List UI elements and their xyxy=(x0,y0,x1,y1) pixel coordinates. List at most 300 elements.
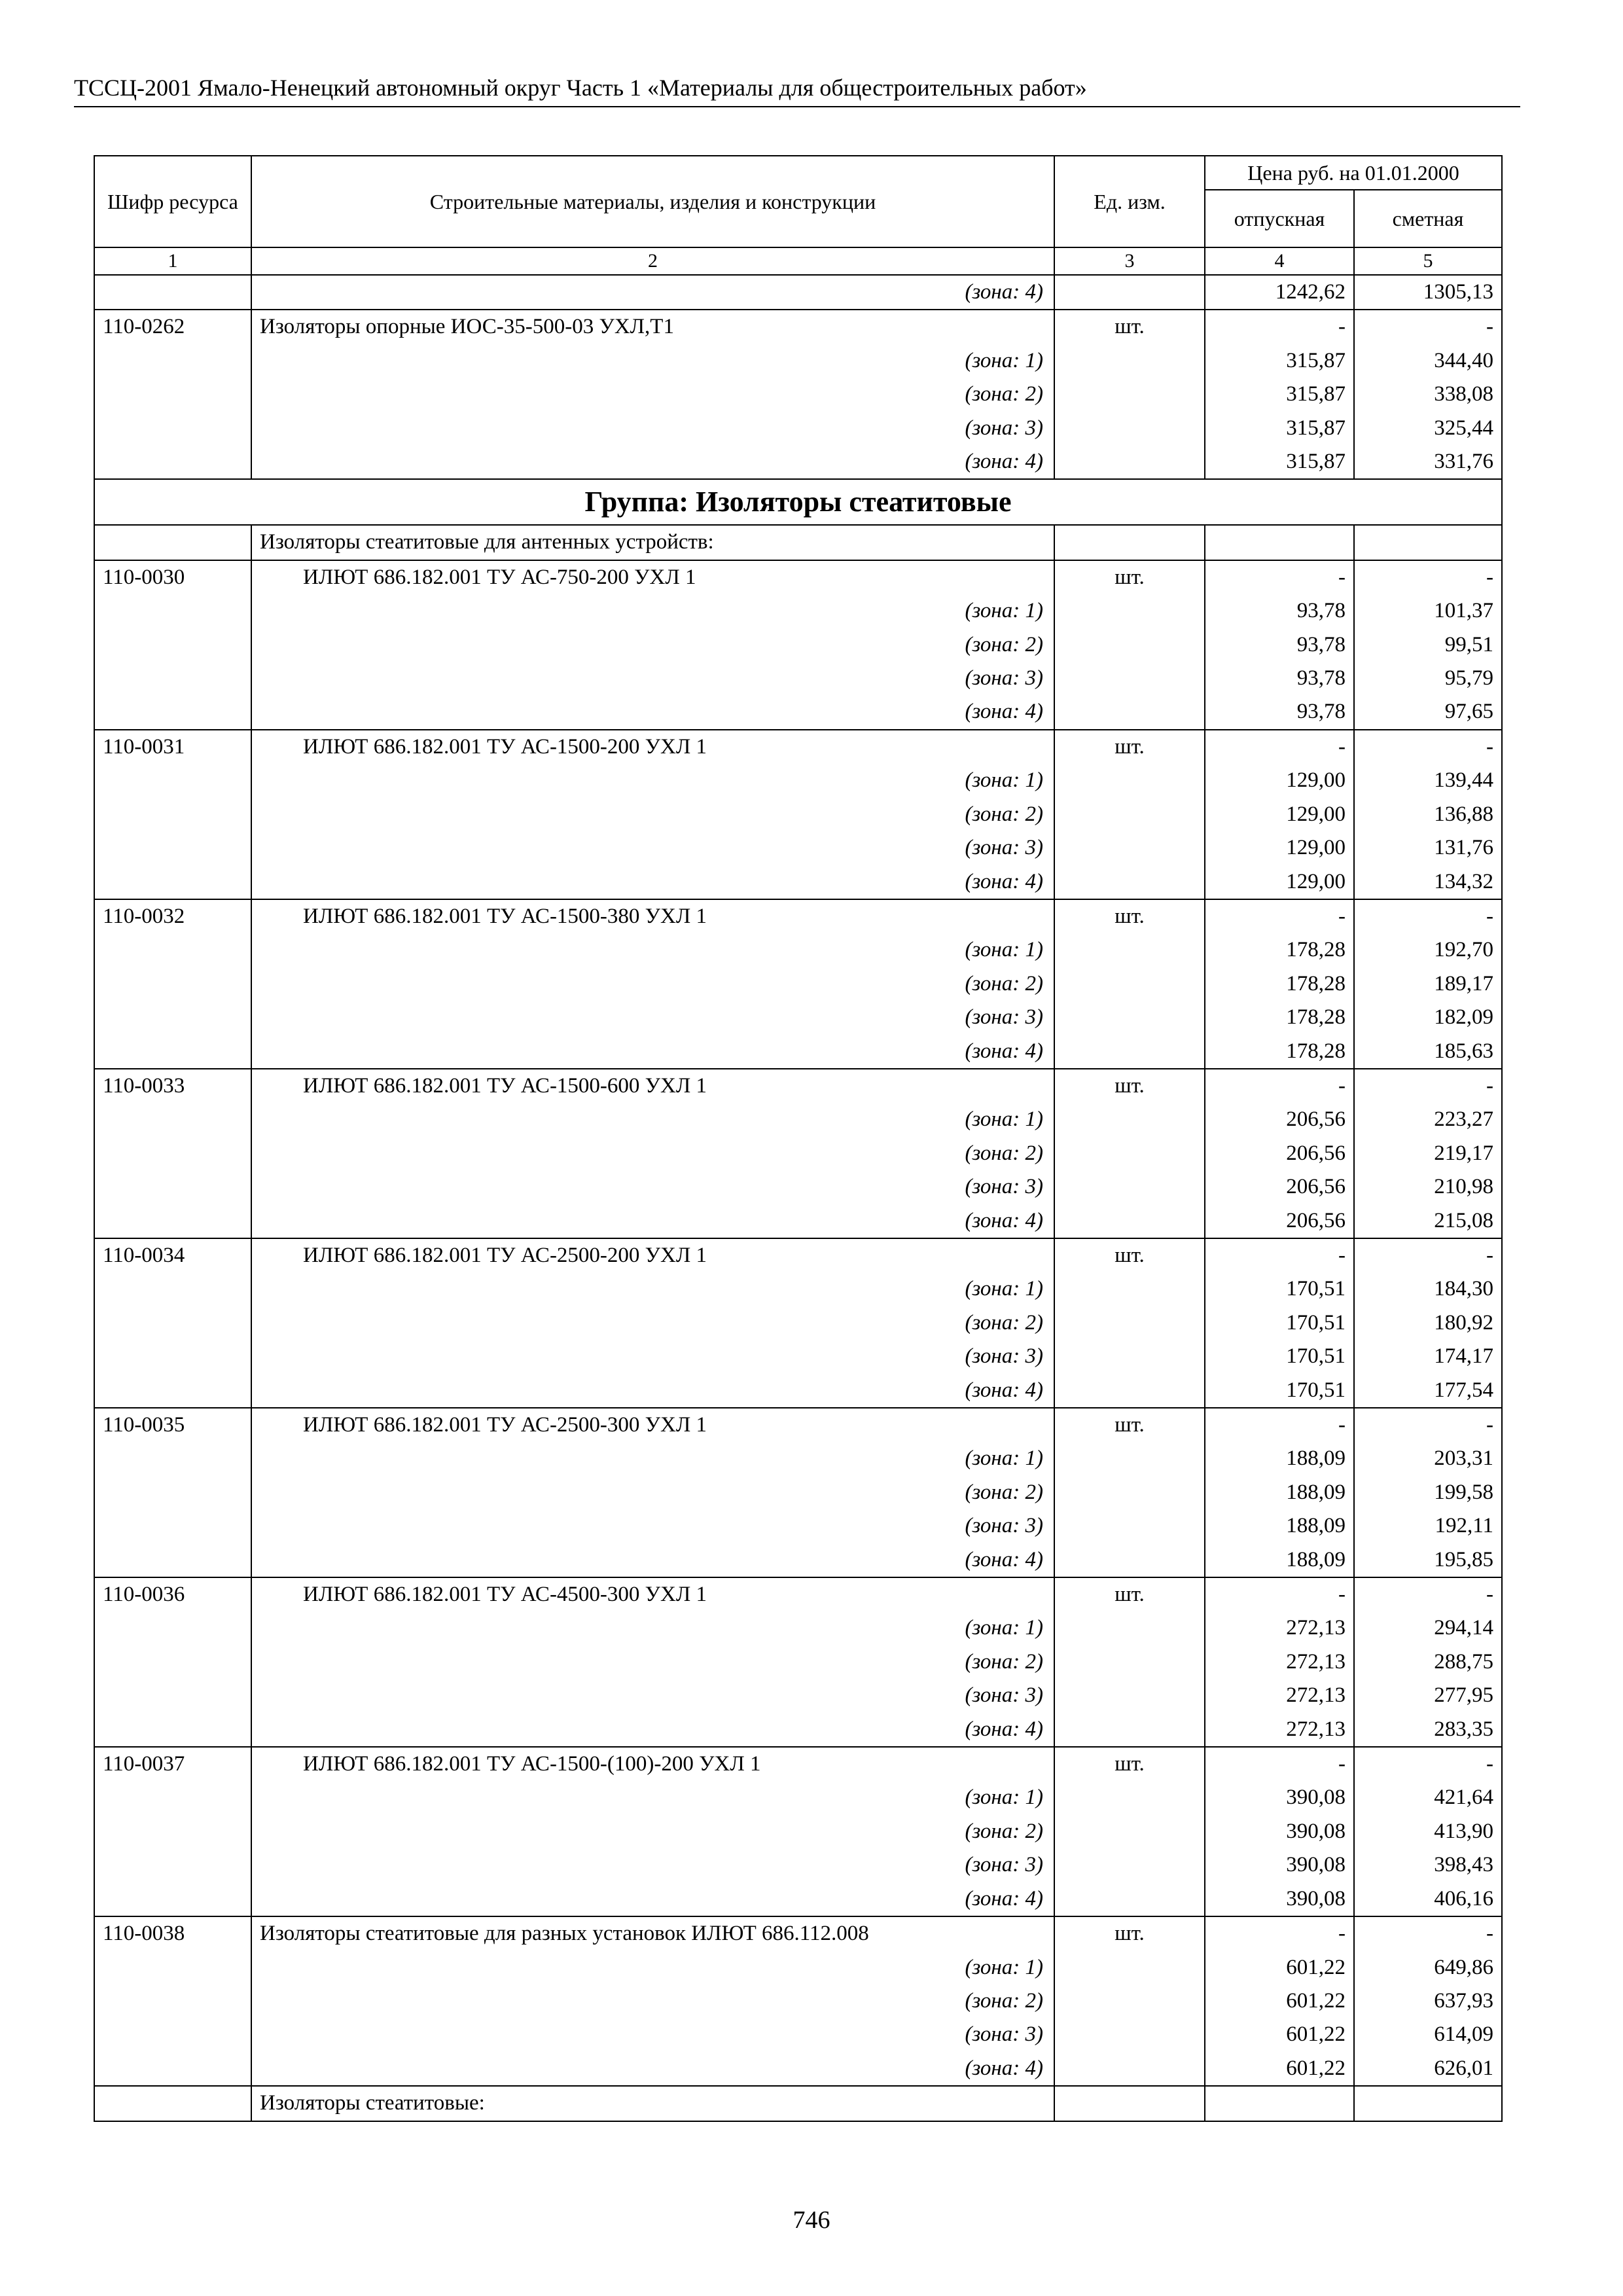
code-cell xyxy=(94,1306,251,1340)
estimate-price-cell: 101,37 xyxy=(1354,594,1502,628)
item-row xyxy=(94,1747,1502,1781)
estimate-price-cell: 203,31 xyxy=(1354,1442,1502,1475)
estimate-price-cell: 184,30 xyxy=(1354,1272,1502,1306)
estimate-price-cell: 421,64 xyxy=(1354,1781,1502,1814)
estimate-price-cell: 398,43 xyxy=(1354,1848,1502,1882)
estimate-price-cell: 192,70 xyxy=(1354,933,1502,967)
release-price-cell: 390,08 xyxy=(1205,1815,1354,1848)
zone-row xyxy=(94,1306,1502,1340)
zone-row xyxy=(94,1137,1502,1170)
subgroup-row xyxy=(94,525,1502,560)
release-price-cell: - xyxy=(1205,1747,1354,1781)
zone-label: (зона: 1) xyxy=(251,1442,1054,1475)
unit-cell: шт. xyxy=(1054,1916,1205,1950)
code-cell xyxy=(94,1340,251,1373)
estimate-price-cell: 97,65 xyxy=(1354,695,1502,729)
zone-label: (зона: 1) xyxy=(251,933,1054,967)
estimate-price-cell: 283,35 xyxy=(1354,1713,1502,1747)
group-row xyxy=(94,479,1502,525)
col-header-code: Шифр ресурса xyxy=(94,156,251,247)
unit-cell xyxy=(1054,764,1205,797)
zone-row xyxy=(94,628,1502,662)
col-number-2: 2 xyxy=(251,247,1054,275)
zone-row xyxy=(94,1035,1502,1069)
unit-cell xyxy=(1054,1137,1205,1170)
code-cell xyxy=(94,1815,251,1848)
release-price-cell: 315,87 xyxy=(1205,412,1354,445)
zone-row xyxy=(94,1713,1502,1747)
resource-code: 110-0031 xyxy=(94,730,251,764)
release-price-cell: 178,28 xyxy=(1205,1035,1354,1069)
unit-cell: шт. xyxy=(1054,1577,1205,1611)
release-price-cell: - xyxy=(1205,560,1354,594)
code-cell xyxy=(94,412,251,445)
zone-row xyxy=(94,967,1502,1001)
zone-label: (зона: 4) xyxy=(251,1882,1054,1916)
zone-row xyxy=(94,1442,1502,1475)
zone-label: (зона: 1) xyxy=(251,344,1054,378)
release-price-cell: - xyxy=(1205,1408,1354,1442)
code-cell xyxy=(94,445,251,479)
estimate-price-cell: 223,27 xyxy=(1354,1103,1502,1136)
code-cell xyxy=(94,525,251,560)
zone-row xyxy=(94,695,1502,729)
estimate-price-cell: - xyxy=(1354,560,1502,594)
unit-cell xyxy=(1054,865,1205,899)
col-number-5: 5 xyxy=(1354,247,1502,275)
release-price-cell: 170,51 xyxy=(1205,1374,1354,1408)
zone-label: (зона: 3) xyxy=(251,1340,1054,1373)
zone-row xyxy=(94,764,1502,797)
unit-cell xyxy=(1054,1848,1205,1882)
zone-row xyxy=(94,1001,1502,1034)
estimate-price-cell: 637,93 xyxy=(1354,1984,1502,2018)
zone-label: (зона: 3) xyxy=(251,1848,1054,1882)
unit-cell xyxy=(1054,695,1205,729)
unit-cell xyxy=(1054,1645,1205,1679)
code-cell xyxy=(94,1984,251,2018)
code-cell xyxy=(94,1543,251,1577)
item-row xyxy=(94,730,1502,764)
unit-cell xyxy=(1054,1951,1205,1984)
page-number: 746 xyxy=(793,2206,830,2234)
unit-cell xyxy=(1054,1035,1205,1069)
zone-label: (зона: 2) xyxy=(251,967,1054,1001)
estimate-price-cell: 192,11 xyxy=(1354,1509,1502,1543)
release-price-cell: - xyxy=(1205,1069,1354,1103)
zone-label: (зона: 4) xyxy=(251,275,1054,310)
release-price-cell: - xyxy=(1205,1577,1354,1611)
resource-code: 110-0034 xyxy=(94,1238,251,1272)
zone-row xyxy=(94,1374,1502,1408)
release-price-cell: 315,87 xyxy=(1205,378,1354,411)
unit-cell xyxy=(1054,933,1205,967)
zone-row xyxy=(94,2052,1502,2086)
release-price-cell: 188,09 xyxy=(1205,1509,1354,1543)
estimate-price-cell: 99,51 xyxy=(1354,628,1502,662)
release-price-cell: 129,00 xyxy=(1205,831,1354,865)
estimate-price-cell: 331,76 xyxy=(1354,445,1502,479)
code-cell xyxy=(94,1713,251,1747)
code-cell xyxy=(94,798,251,831)
estimate-price-cell: - xyxy=(1354,1916,1502,1950)
resource-code: 110-0262 xyxy=(94,310,251,344)
zone-row xyxy=(94,594,1502,628)
unit-cell xyxy=(1054,831,1205,865)
zone-label: (зона: 4) xyxy=(251,1713,1054,1747)
release-price-cell: 272,13 xyxy=(1205,1645,1354,1679)
code-cell xyxy=(94,1374,251,1408)
zone-row xyxy=(94,445,1502,479)
material-name: ИЛЮТ 686.182.001 ТУ АС-2500-200 УХЛ 1 xyxy=(251,1238,1054,1272)
zone-row xyxy=(94,1476,1502,1509)
zone-row xyxy=(94,378,1502,411)
zone-label: (зона: 3) xyxy=(251,2018,1054,2051)
unit-cell xyxy=(1054,1272,1205,1306)
release-price-cell: 601,22 xyxy=(1205,1984,1354,2018)
estimate-price-cell: 174,17 xyxy=(1354,1340,1502,1373)
unit-cell: шт. xyxy=(1054,1747,1205,1781)
estimate-price-cell: 185,63 xyxy=(1354,1035,1502,1069)
col-header-release: отпускная xyxy=(1205,190,1354,247)
item-row xyxy=(94,560,1502,594)
unit-cell xyxy=(1054,1476,1205,1509)
zone-label: (зона: 1) xyxy=(251,1272,1054,1306)
item-row xyxy=(94,1916,1502,1950)
release-price-cell: 129,00 xyxy=(1205,798,1354,831)
code-cell xyxy=(94,1951,251,1984)
code-cell xyxy=(94,1442,251,1475)
release-price-cell: 170,51 xyxy=(1205,1340,1354,1373)
zone-label: (зона: 1) xyxy=(251,1103,1054,1136)
unit-cell xyxy=(1054,1340,1205,1373)
estimate-price-cell: 626,01 xyxy=(1354,2052,1502,2086)
code-cell xyxy=(94,1476,251,1509)
zone-label: (зона: 2) xyxy=(251,1984,1054,2018)
zone-row xyxy=(94,412,1502,445)
material-name: Изоляторы опорные ИОС-35-500-03 УХЛ,Т1 xyxy=(251,310,1054,344)
code-cell xyxy=(94,1137,251,1170)
code-cell xyxy=(94,1848,251,1882)
zone-label: (зона: 2) xyxy=(251,628,1054,662)
zone-label: (зона: 2) xyxy=(251,1306,1054,1340)
unit-cell: шт. xyxy=(1054,730,1205,764)
zone-label: (зона: 3) xyxy=(251,1509,1054,1543)
unit-cell xyxy=(1054,798,1205,831)
release-price-cell: 93,78 xyxy=(1205,628,1354,662)
zone-row xyxy=(94,1204,1502,1238)
unit-cell xyxy=(1054,525,1205,560)
zone-row xyxy=(94,1882,1502,1916)
unit-cell xyxy=(1054,445,1205,479)
release-price-cell: 188,09 xyxy=(1205,1442,1354,1475)
zone-row xyxy=(94,831,1502,865)
estimate-price-cell: - xyxy=(1354,1069,1502,1103)
code-cell xyxy=(94,344,251,378)
zone-label: (зона: 1) xyxy=(251,764,1054,797)
release-price-cell: 206,56 xyxy=(1205,1137,1354,1170)
unit-cell xyxy=(1054,2018,1205,2051)
release-price-cell: 315,87 xyxy=(1205,445,1354,479)
zone-row xyxy=(94,275,1502,310)
release-price-cell: 206,56 xyxy=(1205,1204,1354,1238)
release-price-cell: 601,22 xyxy=(1205,2018,1354,2051)
estimate-price-cell: 195,85 xyxy=(1354,1543,1502,1577)
unit-cell xyxy=(1054,1306,1205,1340)
code-cell xyxy=(94,275,251,310)
unit-cell xyxy=(1054,2052,1205,2086)
estimate-price-cell: 189,17 xyxy=(1354,967,1502,1001)
zone-label: (зона: 4) xyxy=(251,445,1054,479)
release-price-cell: 1242,62 xyxy=(1205,275,1354,310)
group-title: Группа: Изоляторы стеатитовые xyxy=(94,479,1502,525)
zone-row xyxy=(94,1951,1502,1984)
table-body xyxy=(94,275,1502,2121)
estimate-price-cell: 180,92 xyxy=(1354,1306,1502,1340)
release-price-cell: 129,00 xyxy=(1205,865,1354,899)
estimate-price-cell: - xyxy=(1354,730,1502,764)
col-number-1: 1 xyxy=(94,247,251,275)
zone-label: (зона: 3) xyxy=(251,1170,1054,1204)
zone-label: (зона: 4) xyxy=(251,1374,1054,1408)
zone-row xyxy=(94,1103,1502,1136)
release-price-cell: 272,13 xyxy=(1205,1679,1354,1712)
col-header-estimate: сметная xyxy=(1354,190,1502,247)
estimate-price-cell: 134,32 xyxy=(1354,865,1502,899)
unit-cell xyxy=(1054,1543,1205,1577)
estimate-price-cell: 649,86 xyxy=(1354,1951,1502,1984)
code-cell xyxy=(94,594,251,628)
zone-label: (зона: 4) xyxy=(251,1543,1054,1577)
estimate-price-cell: 182,09 xyxy=(1354,1001,1502,1034)
zone-row xyxy=(94,1645,1502,1679)
unit-cell xyxy=(1054,1815,1205,1848)
zone-label: (зона: 4) xyxy=(251,865,1054,899)
estimate-price-cell: 288,75 xyxy=(1354,1645,1502,1679)
estimate-price-cell: 294,14 xyxy=(1354,1611,1502,1645)
estimate-price-cell: - xyxy=(1354,1238,1502,1272)
release-price-cell: - xyxy=(1205,730,1354,764)
zone-label: (зона: 2) xyxy=(251,1815,1054,1848)
estimate-price-cell: 139,44 xyxy=(1354,764,1502,797)
estimate-price-cell xyxy=(1354,525,1502,560)
zone-label: (зона: 4) xyxy=(251,1204,1054,1238)
unit-cell xyxy=(1054,378,1205,411)
zone-row xyxy=(94,1611,1502,1645)
zone-label: (зона: 2) xyxy=(251,798,1054,831)
unit-cell xyxy=(1054,1882,1205,1916)
estimate-price-cell: 95,79 xyxy=(1354,662,1502,695)
code-cell xyxy=(94,1001,251,1034)
resource-code: 110-0037 xyxy=(94,1747,251,1781)
material-name: ИЛЮТ 686.182.001 ТУ АС-1500-(100)-200 УХЛ 1 xyxy=(251,1747,1054,1781)
item-row xyxy=(94,310,1502,344)
item-row xyxy=(94,1238,1502,1272)
release-price-cell: 206,56 xyxy=(1205,1103,1354,1136)
material-name: ИЛЮТ 686.182.001 ТУ АС-1500-200 УХЛ 1 xyxy=(251,730,1054,764)
code-cell xyxy=(94,1645,251,1679)
code-cell xyxy=(94,1035,251,1069)
material-name: ИЛЮТ 686.182.001 ТУ АС-4500-300 УХЛ 1 xyxy=(251,1577,1054,1611)
release-price-cell: 93,78 xyxy=(1205,695,1354,729)
estimate-price-cell: 215,08 xyxy=(1354,1204,1502,1238)
unit-cell xyxy=(1054,1001,1205,1034)
code-cell xyxy=(94,865,251,899)
code-cell xyxy=(94,1103,251,1136)
zone-row xyxy=(94,865,1502,899)
release-price-cell: - xyxy=(1205,899,1354,933)
unit-cell xyxy=(1054,1374,1205,1408)
item-row xyxy=(94,1408,1502,1442)
zone-label: (зона: 1) xyxy=(251,594,1054,628)
zone-label: (зона: 3) xyxy=(251,1001,1054,1034)
unit-cell xyxy=(1054,1103,1205,1136)
unit-cell: шт. xyxy=(1054,1238,1205,1272)
zone-row xyxy=(94,798,1502,831)
unit-cell xyxy=(1054,1611,1205,1645)
subgroup-title: Изоляторы стеатитовые: xyxy=(251,2086,1054,2121)
item-row xyxy=(94,899,1502,933)
estimate-price-cell: 136,88 xyxy=(1354,798,1502,831)
code-cell xyxy=(94,967,251,1001)
code-cell xyxy=(94,1781,251,1814)
zone-row xyxy=(94,1679,1502,1712)
release-price-cell: - xyxy=(1205,1916,1354,1950)
item-row xyxy=(94,1069,1502,1103)
material-name: ИЛЮТ 686.182.001 ТУ АС-750-200 УХЛ 1 xyxy=(251,560,1054,594)
material-name: ИЛЮТ 686.182.001 ТУ АС-1500-600 УХЛ 1 xyxy=(251,1069,1054,1103)
zone-label: (зона: 3) xyxy=(251,412,1054,445)
code-cell xyxy=(94,662,251,695)
zone-label: (зона: 2) xyxy=(251,378,1054,411)
estimate-price-cell: - xyxy=(1354,1577,1502,1611)
release-price-cell: 93,78 xyxy=(1205,594,1354,628)
col-number-3: 3 xyxy=(1054,247,1205,275)
release-price-cell: - xyxy=(1205,1238,1354,1272)
unit-cell xyxy=(1054,1442,1205,1475)
estimate-price-cell: 210,98 xyxy=(1354,1170,1502,1204)
release-price-cell: 129,00 xyxy=(1205,764,1354,797)
zone-label: (зона: 1) xyxy=(251,1781,1054,1814)
estimate-price-cell: - xyxy=(1354,899,1502,933)
estimate-price-cell: - xyxy=(1354,1747,1502,1781)
unit-cell xyxy=(1054,1984,1205,2018)
unit-cell xyxy=(1054,1679,1205,1712)
zone-label: (зона: 1) xyxy=(251,1611,1054,1645)
release-price-cell: 390,08 xyxy=(1205,1848,1354,1882)
zone-row xyxy=(94,933,1502,967)
unit-cell xyxy=(1054,662,1205,695)
release-price-cell: 188,09 xyxy=(1205,1543,1354,1577)
resource-code: 110-0032 xyxy=(94,899,251,933)
unit-cell xyxy=(1054,594,1205,628)
col-number-4: 4 xyxy=(1205,247,1354,275)
unit-cell xyxy=(1054,1170,1205,1204)
unit-cell xyxy=(1054,1509,1205,1543)
subgroup-row xyxy=(94,2086,1502,2121)
code-cell xyxy=(94,764,251,797)
code-cell xyxy=(94,2018,251,2051)
zone-row xyxy=(94,344,1502,378)
unit-cell: шт. xyxy=(1054,899,1205,933)
code-cell xyxy=(94,1204,251,1238)
release-price-cell: 601,22 xyxy=(1205,2052,1354,2086)
unit-cell xyxy=(1054,344,1205,378)
release-price-cell: 601,22 xyxy=(1205,1951,1354,1984)
unit-cell xyxy=(1054,628,1205,662)
zone-row xyxy=(94,1543,1502,1577)
unit-cell: шт. xyxy=(1054,1069,1205,1103)
unit-cell xyxy=(1054,967,1205,1001)
estimate-price-cell: 325,44 xyxy=(1354,412,1502,445)
zone-label: (зона: 2) xyxy=(251,1476,1054,1509)
zone-row xyxy=(94,1848,1502,1882)
zone-row xyxy=(94,1340,1502,1373)
unit-cell: шт. xyxy=(1054,560,1205,594)
code-cell xyxy=(94,1611,251,1645)
zone-label: (зона: 3) xyxy=(251,1679,1054,1712)
price-table xyxy=(94,155,1503,2122)
unit-cell xyxy=(1054,1204,1205,1238)
code-cell xyxy=(94,1882,251,1916)
release-price-cell: 178,28 xyxy=(1205,1001,1354,1034)
estimate-price-cell: - xyxy=(1354,1408,1502,1442)
zone-row xyxy=(94,2018,1502,2051)
estimate-price-cell: - xyxy=(1354,310,1502,344)
resource-code: 110-0038 xyxy=(94,1916,251,1950)
release-price-cell: 315,87 xyxy=(1205,344,1354,378)
release-price-cell: 188,09 xyxy=(1205,1476,1354,1509)
unit-cell: шт. xyxy=(1054,310,1205,344)
zone-label: (зона: 4) xyxy=(251,695,1054,729)
material-name: ИЛЮТ 686.182.001 ТУ АС-1500-380 УХЛ 1 xyxy=(251,899,1054,933)
unit-cell: шт. xyxy=(1054,1408,1205,1442)
col-header-price: Цена руб. на 01.01.2000 xyxy=(1205,156,1502,190)
zone-label: (зона: 2) xyxy=(251,1645,1054,1679)
zone-label: (зона: 3) xyxy=(251,662,1054,695)
code-cell xyxy=(94,831,251,865)
zone-label: (зона: 4) xyxy=(251,2052,1054,2086)
code-cell xyxy=(94,1170,251,1204)
item-row xyxy=(94,1577,1502,1611)
release-price-cell: 390,08 xyxy=(1205,1781,1354,1814)
release-price-cell xyxy=(1205,525,1354,560)
estimate-price-cell: 131,76 xyxy=(1354,831,1502,865)
subgroup-title: Изоляторы стеатитовые для антенных устройств: xyxy=(251,525,1054,560)
code-cell xyxy=(94,1679,251,1712)
unit-cell xyxy=(1054,2086,1205,2121)
code-cell xyxy=(94,628,251,662)
release-price-cell: 206,56 xyxy=(1205,1170,1354,1204)
estimate-price-cell: 177,54 xyxy=(1354,1374,1502,1408)
release-price-cell: 390,08 xyxy=(1205,1882,1354,1916)
resource-code: 110-0030 xyxy=(94,560,251,594)
material-name: Изоляторы стеатитовые для разных установок ИЛЮТ 686.112.008 xyxy=(251,1916,1054,1950)
code-cell xyxy=(94,933,251,967)
unit-cell xyxy=(1054,1713,1205,1747)
estimate-price-cell: 344,40 xyxy=(1354,344,1502,378)
estimate-price-cell: 277,95 xyxy=(1354,1679,1502,1712)
col-header-name: Строительные материалы, изделия и конструкции xyxy=(251,156,1054,247)
release-price-cell: - xyxy=(1205,310,1354,344)
zone-row xyxy=(94,1509,1502,1543)
release-price-cell xyxy=(1205,2086,1354,2121)
code-cell xyxy=(94,2086,251,2121)
release-price-cell: 170,51 xyxy=(1205,1306,1354,1340)
zone-row xyxy=(94,662,1502,695)
code-cell xyxy=(94,1272,251,1306)
unit-cell xyxy=(1054,412,1205,445)
